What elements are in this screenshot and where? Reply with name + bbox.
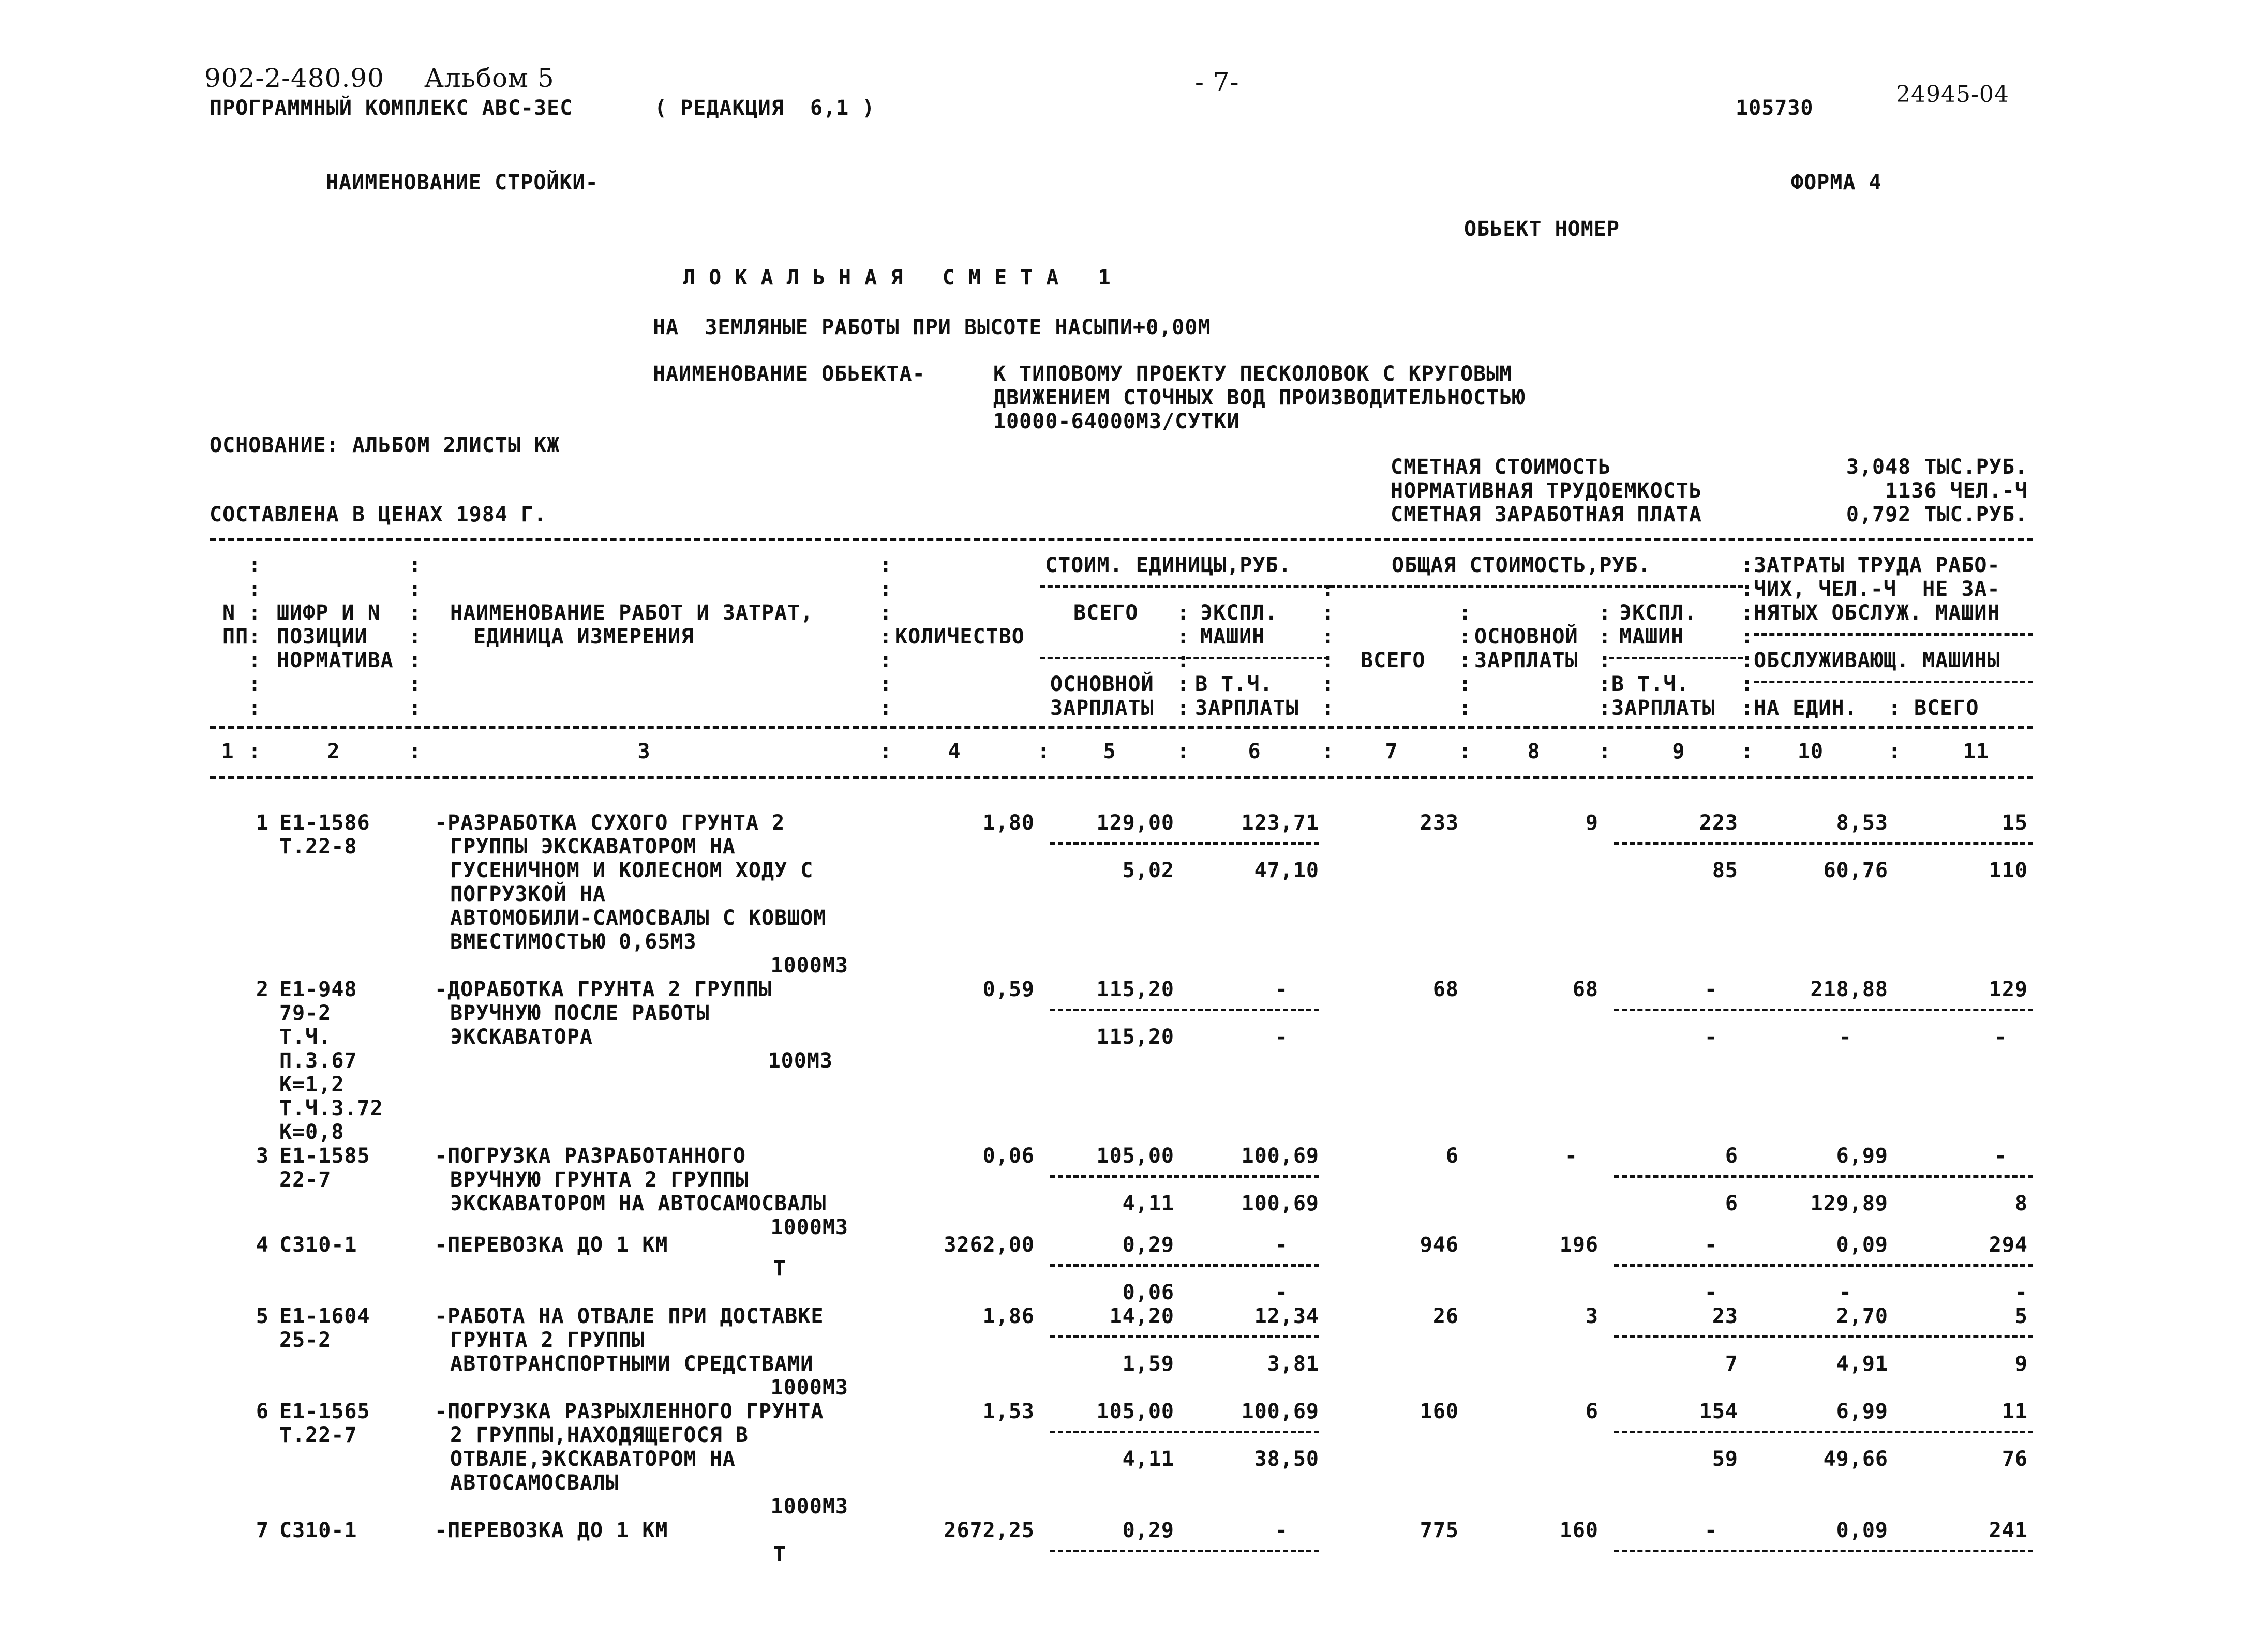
header-col-6: МАШИН [1200, 625, 1265, 649]
album-word: Альбом 5 [424, 63, 555, 93]
row-total-wage: - [1564, 1144, 1578, 1168]
header-rule [1609, 657, 1743, 659]
row-total: 68 [1432, 978, 1459, 1001]
row-cost-machine-wage: 3,81 [1267, 1352, 1319, 1376]
header-col-6: В Т.Ч. [1195, 672, 1273, 696]
row-labor-total: 76 [2001, 1447, 2028, 1471]
row-name: -ПЕРЕВОЗКА ДО 1 КМ [435, 1233, 668, 1257]
row-labor-total: 8 [2014, 1192, 2028, 1215]
row-name: -РАЗРАБОТКА СУХОГО ГРУНТА 2 [435, 811, 785, 835]
header-col-3: НАИМЕНОВАНИЕ РАБОТ И ЗАТРАТ, [450, 601, 814, 625]
row-name: АВТОТРАНСПОРТНЫМИ СРЕДСТВАМИ [450, 1352, 814, 1376]
row-name: -ДОРАБОТКА ГРУНТА 2 ГРУППЫ [435, 978, 772, 1001]
row-code: Е1-1565 [279, 1400, 370, 1423]
column-separator: : : : : : [1459, 601, 1472, 720]
row-name: -ПОГРУЗКА РАЗРЫХЛЕННОГО ГРУНТА [435, 1400, 824, 1423]
row-name: ОТВАЛЕ,ЭКСКАВАТОРОМ НА [450, 1447, 736, 1471]
column-separator: : : : : : [1598, 601, 1612, 720]
row-name: ВРУЧНУЮ ПОСЛЕ РАБОТЫ [450, 1001, 710, 1025]
header-col-3: ЕДИНИЦА ИЗМЕРЕНИЯ [473, 625, 694, 649]
header-col-6: ЭКСПЛ. [1200, 601, 1278, 625]
row-name: ВМЕСТИМОСТЬЮ 0,65М3 [450, 930, 697, 954]
row-labor-total: - [1994, 1144, 2007, 1168]
row-rule [1050, 1550, 1319, 1552]
row-rule [1050, 1431, 1319, 1433]
row-code: С310-1 [279, 1519, 357, 1542]
row-number: 4 [256, 1233, 269, 1257]
header-col-6: ЗАРПЛАТЫ [1195, 696, 1299, 720]
row-total-machines: - [1704, 1233, 1717, 1257]
row-cost-total: 105,00 [1096, 1144, 1174, 1168]
header-col-5: ВСЕГО [1073, 601, 1139, 625]
row-total: 160 [1420, 1400, 1459, 1423]
header-rule [1329, 585, 1743, 588]
row-quantity: 2672,25 [944, 1519, 1035, 1542]
row-cost-machine-wage: - [1275, 1281, 1288, 1304]
row-cost-machines: 123,71 [1241, 811, 1319, 835]
header-labor: ЗАТРАТЫ ТРУДА РАБО- [1754, 553, 2000, 577]
row-code: 79-2 [279, 1001, 332, 1025]
row-labor-unit: 6,99 [1836, 1144, 1888, 1168]
header-col-5: ЗАРПЛАТЫ [1050, 696, 1154, 720]
row-code: Т.22-8 [279, 835, 357, 859]
header-col-1: N [222, 601, 236, 625]
row-number: 3 [256, 1144, 269, 1168]
row-code: Т.Ч. [279, 1025, 332, 1049]
row-cost-machines: 100,69 [1241, 1400, 1319, 1423]
row-quantity: 1,53 [982, 1400, 1035, 1423]
row-total-machines: - [1704, 1519, 1717, 1542]
column-separator: : [1037, 740, 1051, 763]
row-quantity: 1,80 [982, 811, 1035, 835]
archive-code: 24945-04 [1896, 81, 2009, 108]
column-separator: : : : : : : : [409, 553, 422, 720]
page-number: - 7- [1195, 67, 1239, 97]
row-name: ГУСЕНИЧНОМ И КОЛЕСНОМ ХОДУ С [450, 859, 814, 882]
summary-value: 1136 ЧЕЛ.-Ч [1885, 479, 2028, 503]
row-code: Т.22-7 [279, 1423, 357, 1447]
row-total-machine-wage: 85 [1712, 859, 1738, 882]
column-separator: : : : : : : : [248, 553, 262, 720]
column-separator: : [1177, 740, 1190, 763]
summary-value: 3,048 ТЫС.РУБ. [1846, 455, 2028, 479]
column-number: 6 [1248, 740, 1261, 763]
row-rule [1050, 842, 1319, 845]
header-labor: ЧИХ, ЧЕЛ.-Ч НЕ ЗА- [1754, 577, 2000, 601]
program-name: ПРОГРАММНЫЙ КОМПЛЕКС АВС-3ЕС [210, 96, 573, 120]
row-labor-unit: 218,88 [1810, 978, 1888, 1001]
row-name: 2 ГРУППЫ,НАХОДЯЩЕГОСЯ В [450, 1423, 749, 1447]
row-code: Е1-1604 [279, 1304, 370, 1328]
row-rule [1050, 1264, 1319, 1267]
row-total: 233 [1420, 811, 1459, 835]
document-title: Л О К А Л Ь Н А Я С М Е Т А 1 [683, 266, 1111, 290]
row-cost-wage: 1,59 [1122, 1352, 1174, 1376]
row-labor-unit: 4,91 [1836, 1352, 1888, 1376]
row-rule [1614, 1175, 2033, 1178]
row-total-machines: 6 [1725, 1144, 1738, 1168]
row-rule [1050, 1335, 1319, 1338]
row-cost-total: 0,29 [1122, 1519, 1174, 1542]
column-number: 11 [1963, 740, 1990, 763]
row-labor-unit: - [1839, 1025, 1852, 1049]
row-cost-machine-wage: - [1275, 1025, 1288, 1049]
row-total: 946 [1420, 1233, 1459, 1257]
column-number: 9 [1672, 740, 1685, 763]
row-rule [1050, 1009, 1319, 1011]
column-number: 7 [1385, 740, 1398, 763]
prices-line: СОСТАВЛЕНА В ЦЕНАХ 1984 Г. [210, 503, 547, 527]
row-cost-total: 105,00 [1096, 1400, 1174, 1423]
row-name: -ПОГРУЗКА РАЗРАБОТАННОГО [435, 1144, 746, 1168]
row-rule [1614, 1431, 2033, 1433]
row-cost-wage: 4,11 [1122, 1192, 1174, 1215]
row-labor-total: 294 [1989, 1233, 2028, 1257]
row-total-machines: 223 [1699, 811, 1738, 835]
header-rule [1040, 585, 1329, 588]
row-name: ГРУППЫ ЭКСКАВАТОРОМ НА [450, 835, 736, 859]
row-code: С310-1 [279, 1233, 357, 1257]
object-line-2: ДВИЖЕНИЕМ СТОЧНЫХ ВОД ПРОИЗВОДИТЕЛЬНОСТЬЮ [993, 386, 1526, 410]
column-separator: : [1598, 740, 1612, 763]
row-quantity: 0,06 [982, 1144, 1035, 1168]
table-rule [210, 776, 2033, 779]
row-cost-total: 0,29 [1122, 1233, 1174, 1257]
header-col-2: ПОЗИЦИИ [277, 625, 368, 649]
column-separator: : [1322, 740, 1335, 763]
row-labor-total: 5 [2014, 1304, 2028, 1328]
row-cost-machine-wage: 47,10 [1254, 859, 1319, 882]
row-name: ВРУЧНУЮ ГРУНТА 2 ГРУППЫ [450, 1168, 749, 1192]
row-rule [1614, 1264, 2033, 1267]
column-separator: : [1741, 740, 1754, 763]
row-code: К=0,8 [279, 1120, 345, 1144]
row-total-wage: 3 [1585, 1304, 1598, 1328]
header-labor: ОБСЛУЖИВАЮЩ. МАШИНЫ [1754, 649, 2000, 672]
object-number-label: ОБЬЕКТ НОМЕР [1464, 217, 1620, 241]
row-cost-machines: - [1275, 1233, 1288, 1257]
column-number: 2 [327, 740, 340, 763]
row-unit: 1000М3 [770, 1495, 848, 1519]
header-col-1: ПП [222, 625, 249, 649]
row-labor-total: 241 [1989, 1519, 2028, 1542]
row-rule [1614, 1550, 2033, 1552]
header-unit-cost: СТОИМ. ЕДИНИЦЫ,РУБ. [1045, 553, 1292, 577]
row-name: -РАБОТА НА ОТВАЛЕ ПРИ ДОСТАВКЕ [435, 1304, 824, 1328]
row-quantity: 1,86 [982, 1304, 1035, 1328]
row-name: ГРУНТА 2 ГРУППЫ [450, 1328, 645, 1352]
row-rule [1614, 1009, 2033, 1011]
row-code: Е1-1586 [279, 811, 370, 835]
row-total-wage: 196 [1559, 1233, 1598, 1257]
header-col-11: ВСЕГО [1914, 696, 1979, 720]
column-separator: : [1888, 740, 1902, 763]
row-total-machine-wage: 59 [1712, 1447, 1738, 1471]
row-cost-machine-wage: 38,50 [1254, 1447, 1319, 1471]
row-labor-total: - [1994, 1025, 2007, 1049]
stroika-label: НАИМЕНОВАНИЕ СТРОЙКИ- [326, 171, 599, 194]
row-total-wage: 160 [1559, 1519, 1598, 1542]
basis-line: ОСНОВАНИЕ: АЛЬБОМ 2ЛИСТЫ КЖ [210, 433, 560, 457]
row-labor-total: 11 [2001, 1400, 2028, 1423]
header-rule [1040, 657, 1329, 659]
row-rule [1614, 1335, 2033, 1338]
object-label: НАИМЕНОВАНИЕ ОБЬЕКТА- [653, 362, 925, 386]
row-cost-wage: 4,11 [1122, 1447, 1174, 1471]
row-quantity: 3262,00 [944, 1233, 1035, 1257]
table-rule [210, 726, 2033, 729]
row-total-machine-wage: 6 [1725, 1192, 1738, 1215]
document-subject: НА ЗЕМЛЯНЫЕ РАБОТЫ ПРИ ВЫСОТЕ НАСЫПИ+0,00М [653, 316, 1211, 339]
column-separator: : : : : : : [1322, 577, 1335, 720]
column-separator: : : : : : : : [1741, 553, 1754, 720]
header-col-4: КОЛИЧЕСТВО [895, 625, 1025, 649]
header-col-5: ОСНОВНОЙ [1050, 672, 1154, 696]
row-number: 6 [256, 1400, 269, 1423]
row-name: АВТОСАМОСВАЛЫ [450, 1471, 619, 1495]
row-name: АВТОМОБИЛИ-САМОСВАЛЫ С КОВШОМ [450, 906, 827, 930]
row-code: Т.Ч.3.72 [279, 1097, 383, 1120]
header-col-8: ОСНОВНОЙ [1474, 625, 1578, 649]
header-rule [1754, 633, 2033, 636]
row-cost-machines: - [1275, 978, 1288, 1001]
row-labor-unit: 2,70 [1836, 1304, 1888, 1328]
row-name: ПОГРУЗКОЙ НА [450, 882, 606, 906]
row-code: Е1-948 [279, 978, 357, 1001]
summary-label: НОРМАТИВНАЯ ТРУДОЕМКОСТЬ [1391, 479, 1702, 503]
row-labor-total: - [2014, 1281, 2028, 1304]
row-code: К=1,2 [279, 1073, 345, 1097]
row-total-machine-wage: - [1704, 1281, 1717, 1304]
column-number: 4 [948, 740, 961, 763]
row-cost-total: 14,20 [1109, 1304, 1174, 1328]
row-number: 1 [256, 811, 269, 835]
summary-label: СМЕТНАЯ ЗАРАБОТНАЯ ПЛАТА [1391, 503, 1702, 527]
table-rule [210, 538, 2033, 541]
row-unit: 1000М3 [770, 1376, 848, 1400]
row-code: 25-2 [279, 1328, 332, 1352]
row-unit: 100М3 [768, 1049, 833, 1073]
header-total-cost: ОБЩАЯ СТОИМОСТЬ,РУБ. [1392, 553, 1651, 577]
header-col-9: МАШИН [1619, 625, 1684, 649]
column-separator: : [879, 740, 893, 763]
column-number: 3 [637, 740, 651, 763]
row-unit: 1000М3 [770, 954, 848, 978]
row-cost-machines: 100,69 [1241, 1144, 1319, 1168]
row-total-wage: 6 [1585, 1400, 1598, 1423]
row-cost-wage: 5,02 [1122, 859, 1174, 882]
row-code: П.3.67 [279, 1049, 357, 1073]
row-labor-unit: 129,89 [1810, 1192, 1888, 1215]
header-col-8: ЗАРПЛАТЫ [1474, 649, 1578, 672]
header-col-9: ЗАРПЛАТЫ [1611, 696, 1715, 720]
row-total-machines: 154 [1699, 1400, 1738, 1423]
row-cost-wage: 115,20 [1096, 1025, 1174, 1049]
edition: ( РЕДАКЦИЯ 6,1 ) [654, 96, 875, 120]
album-code: 902-2-480.90 [204, 63, 384, 93]
row-cost-machines: - [1275, 1519, 1288, 1542]
column-separator: : : : : : [1177, 601, 1190, 720]
row-labor-unit: 6,99 [1836, 1400, 1888, 1423]
header-col-9: ЭКСПЛ. [1619, 601, 1697, 625]
row-unit: 1000М3 [770, 1215, 848, 1239]
row-total-wage: 68 [1572, 978, 1598, 1001]
header-col-9: В Т.Ч. [1611, 672, 1690, 696]
row-name: ЭКСКАВАТОРОМ НА АВТОСАМОСВАЛЫ [450, 1192, 827, 1215]
row-cost-total: 129,00 [1096, 811, 1174, 835]
forma-label: ФОРМА 4 [1791, 171, 1882, 194]
header-col-2: НОРМАТИВА [277, 649, 394, 672]
row-cost-total: 115,20 [1096, 978, 1174, 1001]
column-separator: : [409, 740, 422, 763]
row-labor-total: 110 [1989, 859, 2028, 882]
row-total-machine-wage: 7 [1725, 1352, 1738, 1376]
header-labor: НЯТЫХ ОБСЛУЖ. МАШИН [1754, 601, 2000, 625]
column-number: 1 [221, 740, 234, 763]
row-number: 5 [256, 1304, 269, 1328]
row-total-machines: - [1704, 978, 1717, 1001]
row-unit: Т [773, 1257, 786, 1281]
row-labor-unit: 0,09 [1836, 1233, 1888, 1257]
row-labor-total: 15 [2001, 811, 2028, 835]
row-cost-wage: 0,06 [1122, 1281, 1174, 1304]
row-labor-unit: - [1839, 1281, 1852, 1304]
row-total: 775 [1420, 1519, 1459, 1542]
row-code: Е1-1585 [279, 1144, 370, 1168]
row-rule [1614, 842, 2033, 845]
row-labor-unit: 60,76 [1823, 859, 1888, 882]
column-separator: : [1888, 696, 1902, 720]
header-col-7: ВСЕГО [1361, 649, 1426, 672]
header-col-2: ШИФР И N [277, 601, 381, 625]
object-line-1: К ТИПОВОМУ ПРОЕКТУ ПЕСКОЛОВОК С КРУГОВЫМ [993, 362, 1513, 386]
row-labor-total: 9 [2014, 1352, 2028, 1376]
row-total: 26 [1432, 1304, 1459, 1328]
row-unit: Т [773, 1542, 786, 1566]
header-rule [1754, 681, 2033, 683]
row-number: 7 [256, 1519, 269, 1542]
column-separator: : [1459, 740, 1472, 763]
document-code: 105730 [1736, 96, 1814, 120]
row-cost-machines: 12,34 [1254, 1304, 1319, 1328]
object-line-3: 10000-64000М3/СУТКИ [993, 410, 1240, 433]
row-labor-unit: 8,53 [1836, 811, 1888, 835]
column-separator: : [248, 740, 262, 763]
row-name: -ПЕРЕВОЗКА ДО 1 КМ [435, 1519, 668, 1542]
column-number: 10 [1797, 740, 1824, 763]
summary-value: 0,792 ТЫС.РУБ. [1846, 503, 2028, 527]
column-number: 8 [1527, 740, 1541, 763]
header-col-10: НА ЕДИН. [1754, 696, 1858, 720]
row-total-machine-wage: - [1704, 1025, 1717, 1049]
row-name: ЭКСКАВАТОРА [450, 1025, 593, 1049]
row-labor-unit: 0,09 [1836, 1519, 1888, 1542]
row-number: 2 [256, 978, 269, 1001]
row-quantity: 0,59 [982, 978, 1035, 1001]
row-code: 22-7 [279, 1168, 332, 1192]
row-total-wage: 9 [1585, 811, 1598, 835]
column-separator: : : : : : : : [879, 553, 893, 720]
row-labor-unit: 49,66 [1823, 1447, 1888, 1471]
row-total-machines: 23 [1712, 1304, 1738, 1328]
row-rule [1050, 1175, 1319, 1178]
row-cost-machine-wage: 100,69 [1241, 1192, 1319, 1215]
row-labor-total: 129 [1989, 978, 2028, 1001]
summary-label: СМЕТНАЯ СТОИМОСТЬ [1391, 455, 1611, 479]
column-number: 5 [1103, 740, 1116, 763]
row-total: 6 [1445, 1144, 1459, 1168]
